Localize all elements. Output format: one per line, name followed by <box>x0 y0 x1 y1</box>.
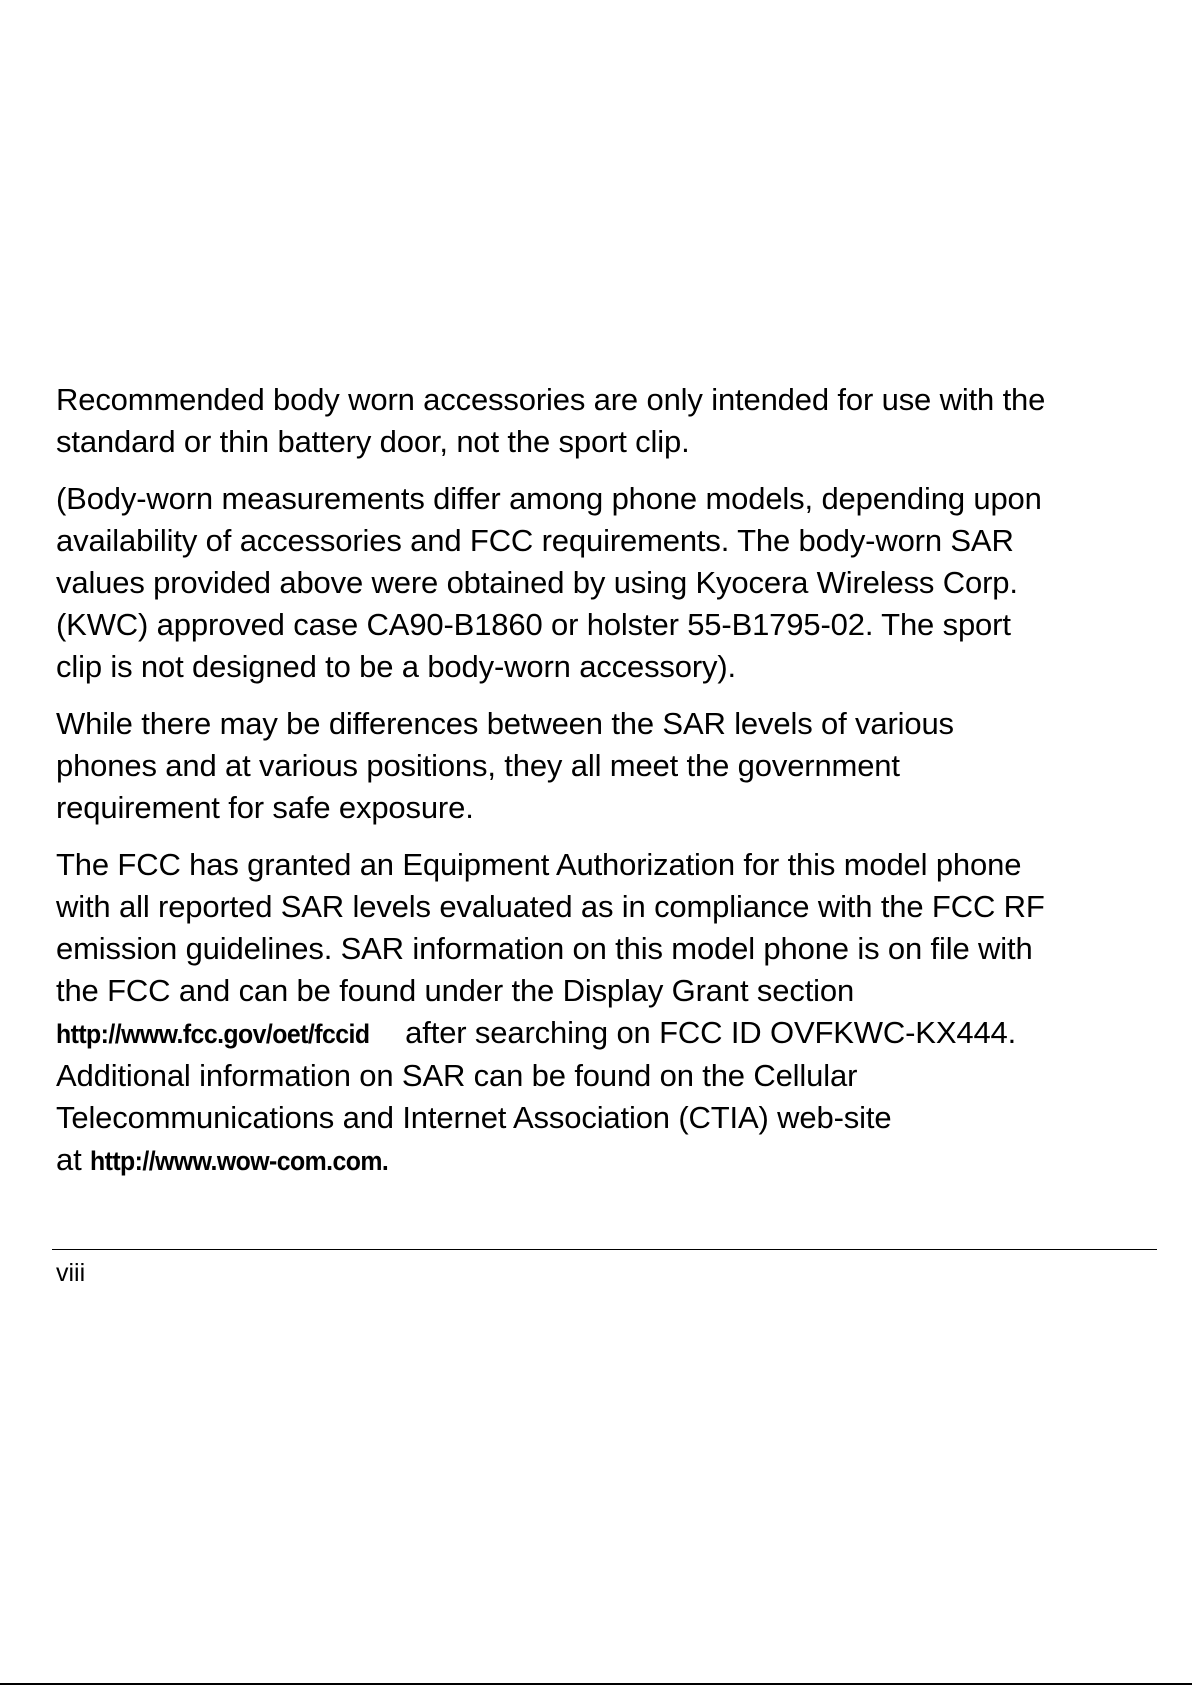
text-line <box>56 1139 1156 1182</box>
page-body <box>56 379 1156 1197</box>
text-line: standard or thin battery door, not the sport clip. <box>56 424 690 459</box>
text-line: values provided above were obtained by using Kyocera Wireless Corp. <box>56 565 1018 600</box>
page-number: viii <box>56 1259 86 1287</box>
ctia-url-link[interactable]: http://www.wow-com.com. <box>90 1146 389 1176</box>
text-line: requirement for safe exposure. <box>56 790 474 825</box>
text-line: phones and at various positions, they all meet the government <box>56 748 900 783</box>
text-line: emission guidelines. SAR information on this model phone is on file with <box>56 931 1033 966</box>
text-line: While there may be differences between the SAR levels of various <box>56 706 954 741</box>
text-line: The FCC has granted an Equipment Authorization for this model phone <box>56 847 1022 882</box>
text-fragment: after searching on FCC ID OVFKWC-KX444. <box>396 1015 1017 1050</box>
paragraph-body-worn-accessories <box>56 379 1156 463</box>
text-line: (KWC) approved case CA90-B1860 or holster 55-B1795-02. The sport <box>56 607 1011 642</box>
text-line: Recommended body worn accessories are only intended for use with the <box>56 382 1046 417</box>
paragraph-sar-differences <box>56 703 1156 829</box>
text-line: Additional information on SAR can be found on the Cellular <box>56 1058 858 1093</box>
text-line <box>56 1012 1156 1055</box>
text-fragment: at <box>56 1142 91 1177</box>
text-line: clip is not designed to be a body-worn accessory). <box>56 649 737 684</box>
text-line: availability of accessories and FCC requirements. The body-worn SAR <box>56 523 1014 558</box>
paragraph-fcc-authorization <box>56 844 1156 1182</box>
footer-divider <box>52 1249 1157 1250</box>
text-line: (Body-worn measurements differ among phone models, depending upon <box>56 481 1042 516</box>
text-line: with all reported SAR levels evaluated as in compliance with the FCC RF <box>56 889 1045 924</box>
paragraph-body-worn-measurements <box>56 478 1156 688</box>
text-line: the FCC and can be found under the Display Grant section <box>56 973 855 1008</box>
fcc-url-link[interactable]: http://www.fcc.gov/oet/fccid <box>56 1019 370 1049</box>
text-line: Telecommunications and Internet Association (CTIA) web-site <box>56 1100 892 1135</box>
